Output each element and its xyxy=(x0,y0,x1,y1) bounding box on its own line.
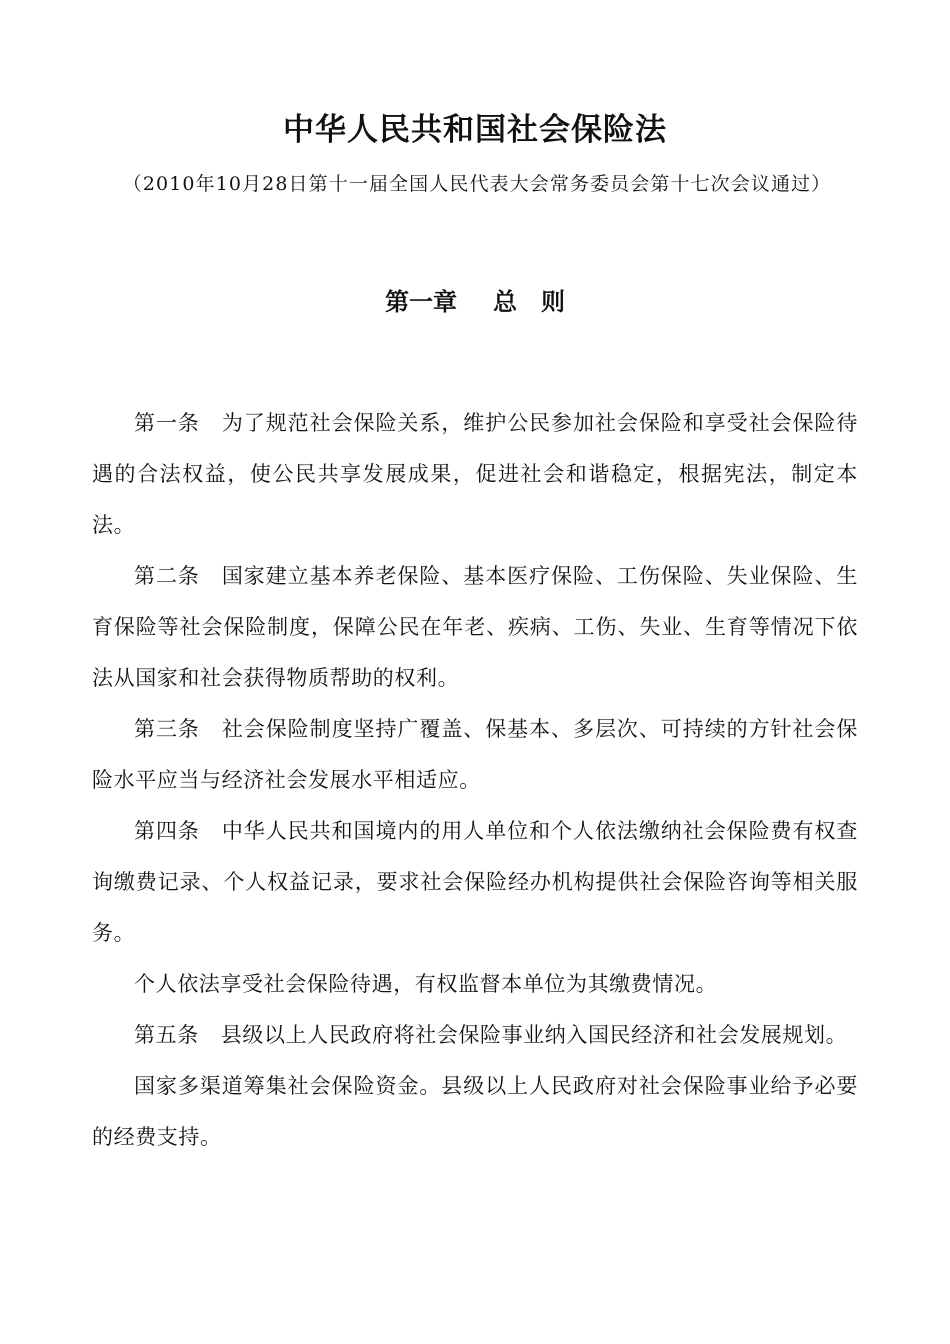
article-text: 中华人民共和国境内的用人单位和个人依法缴纳社会保险费有权查询缴费记录、个人权益记录，要求社会保险经办机构提供社会保险咨询等相关服务。 xyxy=(92,819,858,945)
paragraph-5 xyxy=(92,959,858,1010)
document-subtitle: （2010年10月28日第十一届全国人民代表大会常务委员会第十七次会议通过） xyxy=(122,173,832,195)
paragraph-7 xyxy=(92,1061,858,1163)
article-text: 县级以上人民政府将社会保险事业纳入国民经济和社会发展规划。 xyxy=(220,1023,848,1047)
article-number: 第五条 xyxy=(134,1023,199,1047)
article-text: 个人依法享受社会保险待遇，有权监督本单位为其缴费情况。 xyxy=(134,972,718,996)
paragraph-1 xyxy=(92,398,858,551)
document-body xyxy=(92,398,858,1163)
paragraph-4 xyxy=(92,806,858,959)
paragraph-3 xyxy=(92,704,858,806)
article-number: 第二条 xyxy=(134,564,200,588)
article-text: 国家多渠道筹集社会保险资金。县级以上人民政府对社会保险事业给予必要的经费支持。 xyxy=(92,1074,858,1149)
paragraph-2 xyxy=(92,551,858,704)
article-text: 国家建立基本养老保险、基本医疗保险、工伤保险、失业保险、生育保险等社会保险制度，保障公民在年老、疾病、工伤、失业、生育等情况下依法从国家和社会获得物质帮助的权利。 xyxy=(92,564,858,690)
article-number: 第四条 xyxy=(134,819,200,843)
chapter-label: 第一章 xyxy=(385,287,457,316)
paragraph-6 xyxy=(92,1010,858,1061)
document-title: 中华人民共和国社会保险法 xyxy=(283,112,667,148)
chapter-name: 总 则 xyxy=(493,287,565,316)
article-number: 第一条 xyxy=(134,411,200,435)
article-text: 为了规范社会保险关系，维护公民参加社会保险和享受社会保险待遇的合法权益，使公民共享发展成果，促进社会和谐稳定，根据宪法，制定本法。 xyxy=(92,411,858,537)
article-text: 社会保险制度坚持广覆盖、保基本、多层次、可持续的方针社会保险水平应当与经济社会发展水平相适应。 xyxy=(92,717,858,792)
article-number: 第三条 xyxy=(134,717,200,741)
chapter-heading xyxy=(0,282,950,317)
